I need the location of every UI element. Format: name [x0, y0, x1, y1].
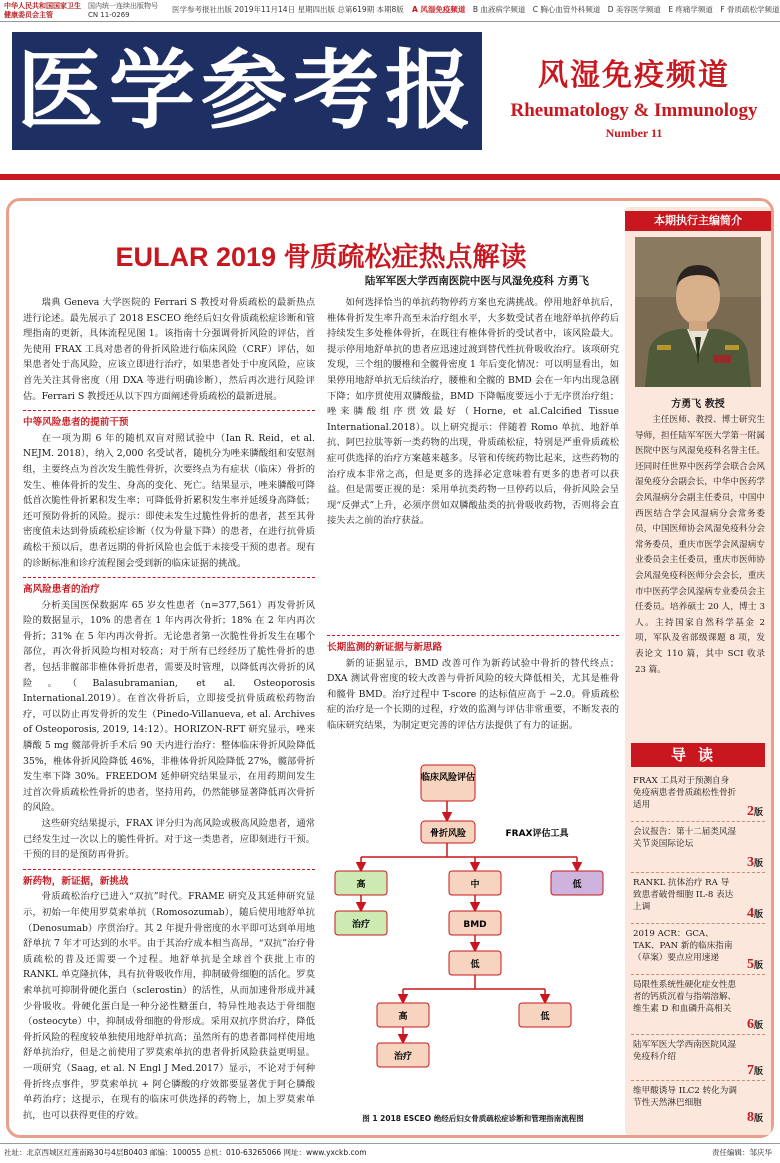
footer-editor: 责任编辑：邹庆华 [712, 1148, 772, 1157]
section-heading: 新药物，新证据，新挑战 [23, 869, 315, 890]
guide-item[interactable] [631, 1035, 765, 1081]
editor-bio: 主任医师、教授、博士研究生导师，担任陆军军医大学第一附属医院中医与风湿免疫科名誉主任。还同时任世界中医药学会联合会风湿免疫分会副会长，中华中医药学会风湿病分会副主任委员，中国中西医结合学会风湿病分会常务委员，中国医师协会风湿免疫科分会常务委员，重庆市医学会风湿病专业委员会主任委员，重庆市医师协会风湿免疫科医师分会会长，重庆市中医药学会风湿病专业委员会主任委员。培养硕士 20 人，博士 3 人。主持国家自然科学基金 2 项，军队及省部级课题 8 项，发表论文 110 篇，其中 SCI 收录 23 篇。 [635, 415, 765, 675]
guide-item[interactable] [631, 924, 765, 975]
masthead [0, 22, 780, 158]
guide-item[interactable] [631, 822, 765, 873]
guide-item-text: FRAX 工具对于预测自身免疫病患者骨质疏松性骨折适用 [633, 776, 737, 810]
publisher-label: 中华人民共和国国家卫生健康委员会主管 [4, 2, 81, 19]
guide-page-digit: 2 [746, 804, 754, 819]
flow-node-low [551, 871, 603, 895]
flow-node-high2 [377, 1003, 429, 1027]
guide-page-digit: 8 [746, 1110, 754, 1125]
guide-page-suffix: 版 [753, 808, 763, 818]
guide-item-text: 会议报告：第十二届类风湿关节炎国际论坛 [633, 827, 737, 849]
flow-node-mid [449, 871, 501, 895]
channel-a[interactable]: A 风湿免疫频道 [412, 5, 466, 14]
guide-page-suffix: 版 [753, 910, 763, 920]
channel-b[interactable]: B 血液病学频道 [472, 5, 526, 14]
article-byline: 陆军军医大学西南医院中医与风湿免疫科 方勇飞 [364, 275, 589, 287]
article-column-left [23, 295, 315, 1135]
guide-page-number [747, 1065, 763, 1078]
flow-node-start [421, 765, 475, 801]
channel-block [494, 32, 774, 150]
guide-page-suffix: 版 [753, 961, 763, 971]
footer [0, 1143, 780, 1163]
figure-caption: 图 1 2018 ESCEO 绝经后妇女骨质疏松症诊断和管理指南流程图 [362, 1114, 584, 1123]
flow-node-low-label: 低 [572, 880, 582, 890]
guide-page-digit: 7 [746, 1063, 754, 1078]
article-column-right-lower [327, 629, 619, 749]
masthead-rule [0, 174, 780, 180]
flow-node-bmd-label: BMD [463, 920, 487, 930]
guide-item[interactable] [631, 1081, 765, 1127]
guide-page-digit: 5 [746, 957, 754, 972]
flow-node-low3-label: 低 [540, 1012, 550, 1022]
guide-page-digit: 3 [746, 855, 754, 870]
flow-node-low3 [519, 1003, 571, 1027]
channel-e[interactable]: E 疼痛学频道 [668, 5, 713, 14]
flow-node-mid-label: 中 [470, 880, 480, 890]
section-paragraph: 新的证据显示，BMD 改善可作为新药试验中骨折的替代终点；DXA 测试骨密度的较大改善与骨折风险的较大降低相关，尤其是椎骨和髋骨 BMD。治疗过程中 T-score 的达标值应高于 −2.0。骨质疏松症的治疗是一个长期的过程，疗效的监测与评估非常重要，不断发表的临床研究结果，为制定更完善的评估方法提供了有力的证据。 [327, 657, 619, 731]
section-heading: 中等风险患者的提前干预 [23, 410, 315, 431]
guide-item-text: 陆军军医大学西南医院风湿免疫科介绍 [633, 1040, 737, 1062]
top-strip [0, 0, 780, 22]
channel-name-cn: 风湿免疫频道 [538, 58, 730, 93]
flow-tool-label: FRAX评估工具 [505, 829, 569, 839]
article-title: EULAR 2019 骨质疏松症热点解读 [115, 242, 527, 272]
guide-page-digit: 6 [746, 1017, 754, 1032]
sidebar [625, 207, 771, 1135]
channel-d[interactable]: D 美容医学频道 [607, 5, 661, 14]
section-paragraph: 如何选择恰当的单抗药物停药方案也充满挑战。停用地舒单抗后，椎体骨折发生率升高至未治疗组水平，大多数受试者在地舒单抗停药后持续发生多处椎体骨折，在既往有椎体骨折的受试者中，该风险最大。提示停用地舒单抗的患者应迅速过渡到替代性抗骨吸收治疗。该项研究发现，三个组的腰椎和全髋骨密度 1 年后变化情况：可以明显看出，如果停用地舒单抗无后续治疗，腰椎和全髋的 BMD 会在一年内出现急剧下降；如序贯使用双膦酸盐，BMD 下降幅度要远小于无序贯治疗组；唑来膦酸组序贯效最好（Horne, et al.Calcified Tissue International.2018）。以上研究提示：伴随着 Romo 单抗、地舒单抗、阿巴拉肽等新一类药物的出现，骨质疏松症，特别是严重骨质疏松症可供选择的治疗方案越来越多。尽管和传统药物比起来，这些药物的治疗成本非常之高，但是更多的选择必定意味着有更多的患者可以获益。但是需要正视的是：采用单抗类药物一旦停药以后，骨折风险会呈现“反弹式”上升，必须序贯如双膦酸盐类的抗骨吸收药物，否则将会直接失去之前的治疗获益。 [327, 297, 619, 527]
guide-item[interactable] [631, 975, 765, 1035]
editor-portrait-image [635, 237, 761, 387]
guide-page-number [747, 908, 763, 921]
flowchart [327, 761, 619, 1121]
guide-item[interactable] [631, 771, 765, 822]
channel-number: Number 11 [605, 126, 663, 140]
footer-address: 社址：北京西城区红莲南路30号4层B0403 邮编：100055 总机：010-63265066 网址：www.yxckb.com [4, 1148, 367, 1157]
section-heading: 高风险患者的治疗 [23, 577, 315, 598]
channel-c[interactable]: C 胸心血管外科频道 [532, 5, 601, 14]
section-paragraph: 在一项为期 6 年的随机双盲对照试验中（Ian R. Reid，et al. NEJM. 2018），纳入 2,000 名受试者，随机分为唑来膦酸组和安慰剂组，主要终点为首次发生脆性骨折，次要终点为有症状（临床）骨折的发生、椎体骨折的发生、身高的变化、死亡。结果显示，唑来膦酸可降低首次脆性骨折累积发生率；可降低骨折累积发生率并延缓身高降低；还可预防骨折的风险。提示：即使未发生过脆性骨折的患者，甚至其骨密度值未达到骨质疏松症诊断（仅为骨量下降）的患者，在进行抗骨质疏松干预以后，患者远期的骨折风险也会低于未接受干预的患者。现有的诊断标准和诊疗流程图会受到新的临床证据的挑战。 [23, 432, 315, 569]
sidebar-header: 本期执行主编简介 [625, 211, 771, 231]
guide-item[interactable] [631, 873, 765, 924]
section-heading: 长期监测的新证据与新思路 [327, 635, 619, 656]
main-frame [6, 198, 774, 1138]
flow-node-low2-label: 低 [470, 960, 480, 970]
guide-page-number [747, 857, 763, 870]
flow-node-risk [421, 821, 475, 843]
guide-item-text: RANKL 抗体治疗 RA 导致患者破骨细胞 IL-8 表达上调 [633, 878, 734, 912]
flow-node-high [335, 871, 387, 895]
guide-page-suffix: 版 [753, 1067, 763, 1077]
flow-node-treat1 [335, 911, 387, 935]
flow-node-risk-label: 骨折风险 [429, 829, 467, 839]
flow-node-low2 [449, 951, 501, 975]
article-column-right [327, 295, 619, 619]
flow-node-high2-label: 高 [398, 1012, 408, 1022]
flow-node-treat1-label: 治疗 [351, 920, 371, 930]
flow-node-start-label: 临床风险评估 [420, 773, 476, 783]
issue-info: 医学参考报社出版 2019年11月14日 星期四出版 总第619期 本期8版 [172, 5, 404, 14]
guide-item-text: 维甲酸诱导 ILC2 转化为调节性天然淋巴细胞 [633, 1086, 737, 1108]
editor-name: 方勇飞 教授 [671, 399, 725, 410]
guide-item-text: 2019 ACR：GCA、TAK、PAN 新的临床指南（草案）要点应用速递 [633, 929, 733, 963]
section-paragraph: 骨质疏松治疗已进入“双抗”时代。FRAME 研究及其延伸研究显示，初始一年使用罗莫索单抗（Romosozumab），随后使用地舒单抗（Denosumab）序贯治疗。其 2 年提升骨密度的水平即可达到单用地舒单抗 7 年才可达到的水平。由于其治疗成本相当高昂，“双抗”治疗骨质疏松的普及还需要一个过程。地舒单抗是全球首个获批上市的 RANKL 单克隆抗体，具有抗骨吸收作用，抑制破骨细胞的活化。罗莫索单抗可抑制骨硬化蛋白（sclerostin）的活性，从而加速骨形成并减少骨吸收。骨硬化蛋白是一种分泌性糖蛋白，特异性地表达于骨细胞（osteocyte）中，抑制成骨细胞的骨形成。采用双抗序贯治疗，降低骨折风险的程度较单独使用地舒单抗高；虽然所有的患者都同样使用地舒单抗治疗，但是之前使用了罗莫索单抗的患者骨折风险获益更明显。一项研究（Saag, et al. N Engl J Med.2017）显示，不论对于何种骨折终点事件，罗莫索单抗 + 阿仑膦酸的疗效都要显著优于阿仑膦酸单药治疗；这提示，在现有的临床可供选择的药物上，加上罗莫索单抗，也可以获得更佳的疗效。 [23, 891, 315, 1121]
section-paragraph: 这些研究结果提示，FRAX 评分归为高风险或极高风险患者，通常已经发生过一次以上的脆性骨折。对于这一类患者，应即刻进行干预。干预的目的是预防再骨折。 [23, 818, 315, 861]
guide-page-suffix: 版 [753, 859, 763, 869]
channel-name-en: Rheumatology & Immunology [510, 100, 758, 121]
guide-page-number [747, 1112, 763, 1125]
guide-page-digit: 4 [746, 906, 754, 921]
flow-node-high-label: 高 [356, 880, 366, 890]
guide-page-number [747, 806, 763, 819]
section-paragraph: 分析美国医保数据库 65 岁女性患者（n=377,561）再发骨折风险的数据显示，10% 的患者在 1 年内再次骨折；18% 在 2 年内再次骨折；31% 在 5 年内再次骨折。无论患者第一次脆性骨折发生在哪个部位，再次骨折风险均相对较高；对于所有已经经历了脆性骨折的患者，包括非髋部非椎体骨折患者，需要及时管理，以降低再次骨折的风险。（Balasubramanian, et al. Osteoporosis International.2019）。在首次骨折后，立即接受抗骨质疏松药物治疗，可以防止再发骨折的发生（Pinedo-Villanueva, et al. Archives of Osteoporosis, 2019, 14:12）。HORIZON-RFT 研究显示，唑来膦酸 5 mg 髋部骨折手术后 90 天内进行治疗：整体临床骨折风险降低 35%，椎体骨折风险降低 46%，非椎体骨折风险降低 27%，髋部骨折发生率下降 30%。FREEDOM 延伸研究结果显示，在用药期间发生过首次骨质疏松性骨折的患者，坚持用药，仍然能够显著降低再次骨折的风险。 [23, 599, 315, 814]
guide-list [631, 771, 765, 1127]
flow-node-bmd [449, 911, 501, 935]
guide-page-suffix: 版 [753, 1114, 763, 1124]
channel-list [412, 5, 780, 14]
flow-node-treat2-label: 治疗 [393, 1052, 413, 1062]
intro-paragraph: 瑞典 Geneva 大学医院的 Ferrari S 教授对骨质疏松的最新热点进行论述。最先展示了 2018 ESCEO 绝经后妇女骨质疏松症诊断和管理指南的更新，具体流程见图 1。该指南十分强调骨折风险的评估，首先使用 FRAX 工具对患者的骨折风险进行临床风险（CRF）评估，如果患者处于高风险，应该立即进行治疗，如果患者处于中度风险，应该首先关注其骨密度（用 DXA 等进行明确诊断），然后再次进行风险评估。Ferrari S 教授还从以下四方面阐述骨质疏松的最新进展。 [23, 297, 315, 402]
newspaper-title: 医学参考报 [12, 32, 482, 150]
cn-label: 国内统一连续出版物号 CN 11-0269 [88, 2, 158, 19]
guide-item-text: 局限性系统性硬化症女性患者的钙质沉着与指端溶解、维生素 D 和血磷升高相关 [633, 980, 737, 1014]
flow-node-treat2 [377, 1043, 429, 1067]
guide-page-suffix: 版 [753, 1021, 763, 1031]
guide-header: 导读 [631, 743, 765, 767]
guide-page-number [747, 1019, 763, 1032]
guide-page-number [747, 959, 763, 972]
channel-f[interactable]: F 骨质疏松学频道 [720, 5, 780, 14]
editor-photo [635, 237, 761, 387]
